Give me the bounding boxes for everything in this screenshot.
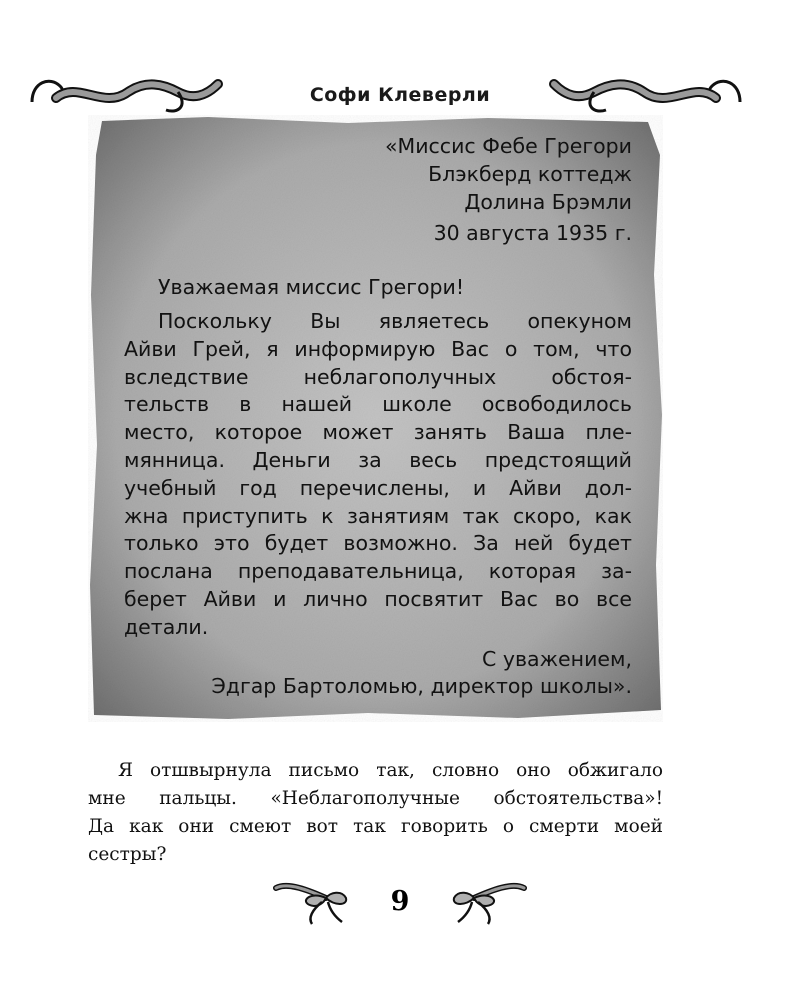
ribbon-ornament-right-icon — [544, 70, 744, 120]
page-number: 9 — [390, 886, 410, 917]
letter-closing: С уважением, — [481, 646, 632, 671]
letter-date: 30 августа 1935 г. — [433, 221, 632, 246]
letter-address-line: Блэкберд коттедж — [428, 161, 632, 186]
letter-body-line: тельств в нашей школе освободилось — [124, 392, 632, 417]
letter-body-line: Поскольку Вы являетесь опекуном — [158, 308, 632, 333]
book-author: Софи Клеверли — [309, 84, 491, 106]
narrative-line: сестры? — [88, 844, 167, 865]
letter-body-line: послана преподавательница, которая за- — [124, 559, 632, 584]
narrative-paragraph — [88, 757, 663, 869]
letter-parchment — [88, 115, 663, 722]
letter-salutation: Уважаемая миссис Грегори! — [158, 275, 465, 300]
letter-body-line: учебный год перечислены, и Айви дол- — [124, 475, 632, 500]
letter-body-line: только это будет возможно. За ней будет — [124, 531, 632, 556]
letter-address-line: «Миссис Фебе Грегори — [384, 134, 632, 158]
narrative-line: Я отшвырнула письмо так, словно оно обжигало — [118, 760, 663, 781]
page-footer — [0, 880, 800, 940]
letter-body-line: вследствие неблагополучных обстоя- — [124, 364, 632, 389]
letter-body-line: Айви Грей, я информирую Вас о том, что — [124, 336, 632, 361]
narrative-line: Да как они смеют вот так говорить о смерти моей — [88, 816, 663, 837]
bow-ornament-right-icon — [412, 880, 532, 925]
letter-body-line: детали. — [124, 614, 209, 639]
narrative-line: мне пальцы. «Неблагополучные обстоятельства»! — [88, 788, 663, 809]
letter-body-line: мянница. Деньги за весь предстоящий — [124, 447, 632, 472]
letter-body-line: жна приступить к занятиям так скоро, как — [124, 503, 632, 528]
letter-body-line: место, которое может занять Ваша пле- — [124, 420, 632, 445]
letter-text — [124, 133, 632, 701]
letter-address-line: Долина Брэмли — [464, 189, 632, 214]
letter-body-line: берет Айви и лично посвятит Вас во все — [124, 586, 632, 611]
letter-body — [124, 308, 632, 642]
letter-signature: Эдгар Бартоломью, директор школы». — [211, 674, 632, 699]
